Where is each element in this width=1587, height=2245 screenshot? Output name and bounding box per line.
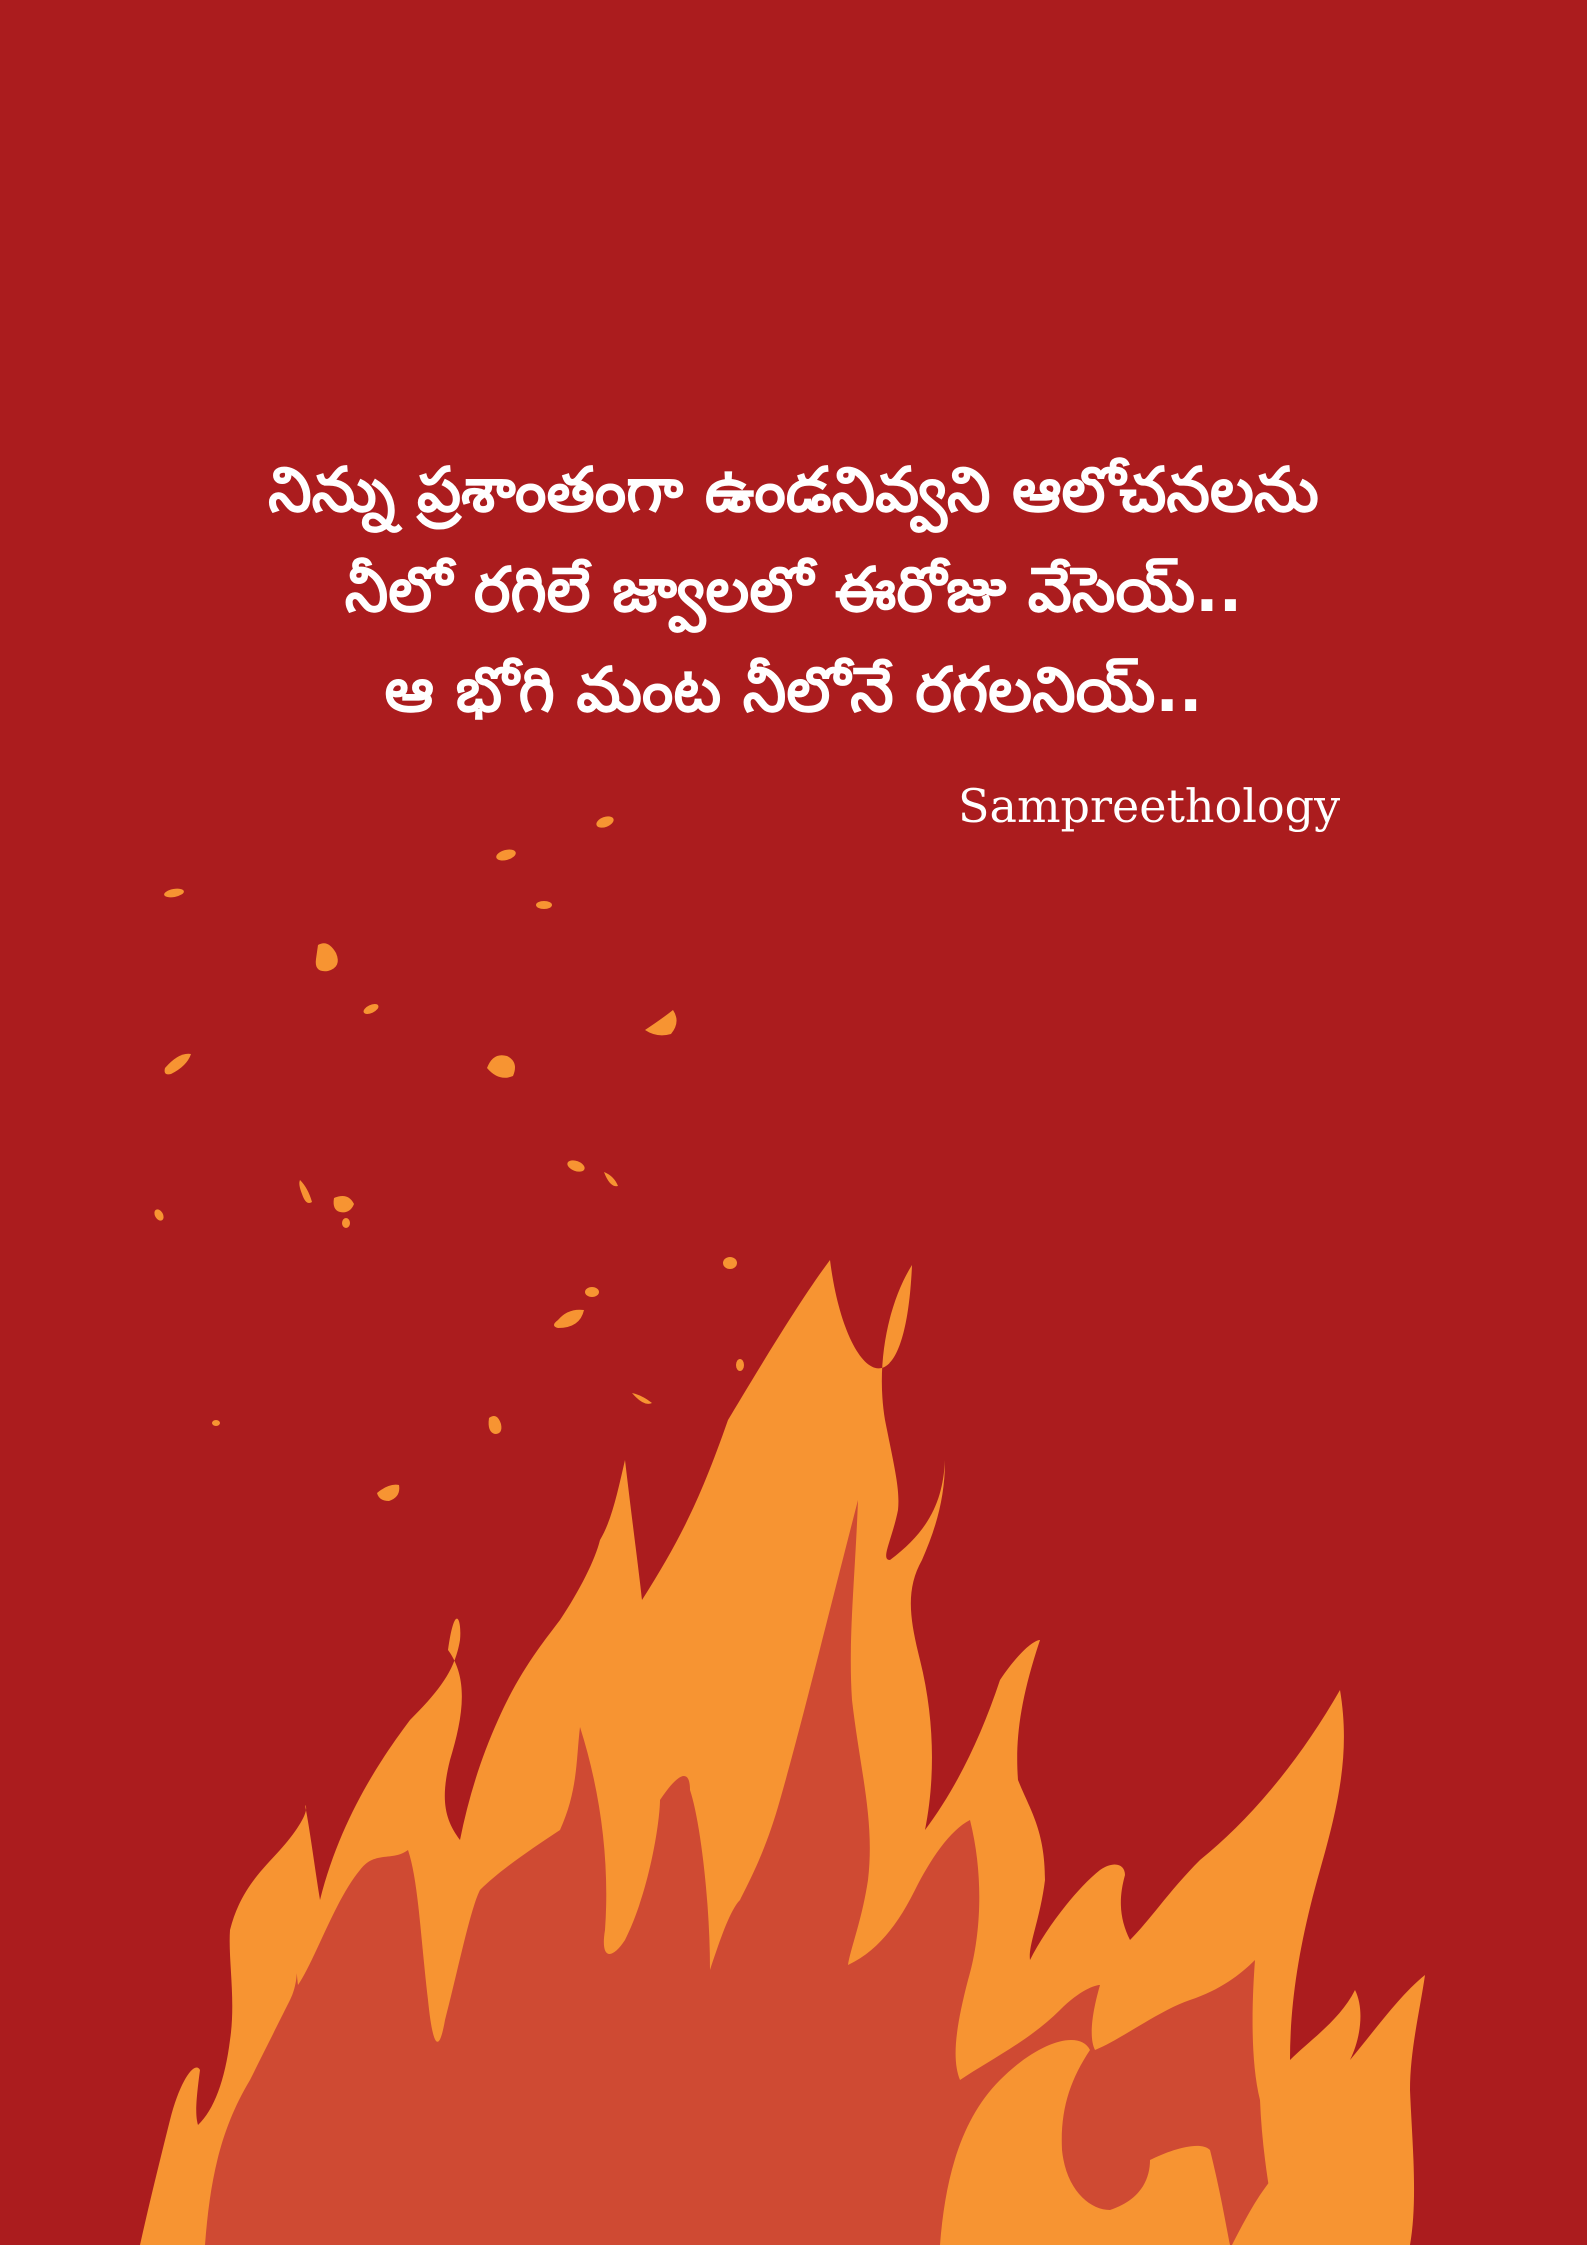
ember <box>342 1218 350 1228</box>
ember <box>554 1310 584 1328</box>
ember <box>212 1420 220 1426</box>
ember <box>595 814 615 830</box>
ember <box>165 1054 191 1075</box>
ember <box>316 943 338 971</box>
ember <box>489 1416 502 1434</box>
ember <box>299 1180 312 1203</box>
ember <box>536 901 552 909</box>
quote-line-3: ఆ భోగి మంట నీలోనే రగలనియ్.. <box>384 653 1203 726</box>
ember <box>487 1055 515 1078</box>
ember <box>723 1257 737 1269</box>
quote-line-1: నిన్ను ప్రశాంతంగా ఉండనివ్వని ఆలోచనలను <box>268 453 1319 526</box>
ember <box>495 848 517 863</box>
quote <box>0 440 1587 740</box>
ember <box>632 1393 652 1404</box>
ember <box>153 1208 166 1222</box>
ember <box>334 1196 354 1212</box>
ember <box>566 1158 586 1174</box>
ember <box>362 1002 380 1016</box>
author-signature: Sampreethology <box>958 779 1341 833</box>
ember <box>604 1172 618 1186</box>
ember <box>163 887 184 898</box>
quote-line-2: నీలో రగిలే జ్వాలలో ఈరోజు వేసెయ్.. <box>344 553 1243 626</box>
ember <box>377 1485 399 1501</box>
ember <box>585 1287 599 1297</box>
ember <box>645 1010 677 1035</box>
ember <box>736 1359 744 1371</box>
